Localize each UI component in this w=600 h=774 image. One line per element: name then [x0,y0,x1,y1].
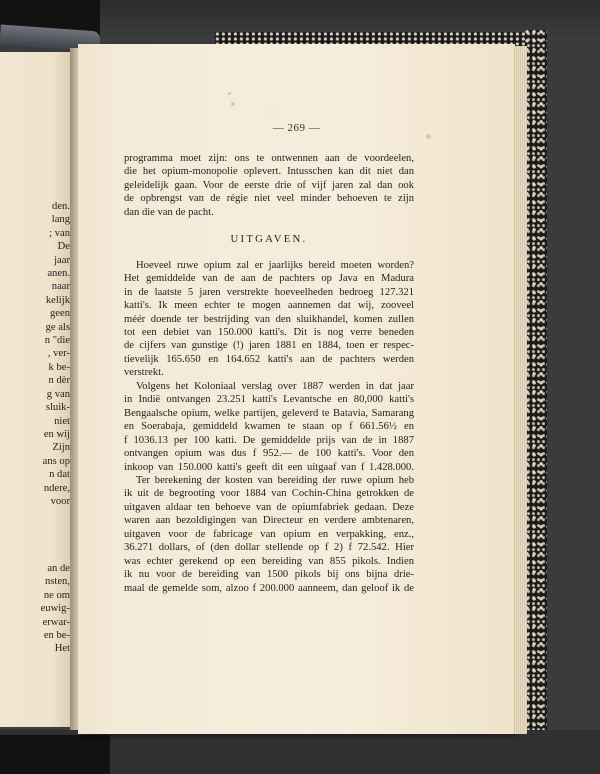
left-page-fragment [0,535,70,548]
left-page-fragment: kelijk [45,294,70,306]
paragraph-intro [124,152,414,219]
text-line: Ter berekening der kosten van bereiding der ruwe opium heb [136,474,414,486]
left-page-fragment: lang [51,214,70,226]
text-line: ontvangen opium was dus f 952.— de 100 katti's. Voor den [124,448,414,460]
left-page-fragment [0,522,70,535]
text-line: maal de gemelde som, alzoo f 200.000 aanneem, dan geloof ik de [124,582,414,594]
paragraph-3 [124,474,414,595]
paragraph-1 [124,259,414,380]
page-body [124,152,414,595]
left-page [0,52,74,727]
text-line: tot een debiet van 150.000 katti's. Dit is nog verre beneden [124,326,414,338]
left-page-fragment: De [57,241,70,253]
left-page-fragment: ge als [45,321,70,333]
left-page-fragment: den. [52,201,70,212]
page-block-edge [513,46,527,734]
text-line: geleidelijk gaan. Voor de eerste drie of vijf jaren zal dan ook [124,179,414,191]
text-line: Volgens het Koloniaal verslag over 1887 werden in dat jaar [136,380,414,392]
book-cover-marbled-edge [525,30,547,735]
text-line: uitgaven aldaar ten behoeve van de opiumfabriek gedaan. Deze [124,501,414,513]
foxing-spot [271,111,273,113]
text-line: uitgaven voor de fabricage van opium en verpakking, enz., [124,528,414,540]
page-number: — 269 — [272,122,321,134]
text-line: verstrekt. [124,367,164,379]
left-page-fragment: , ver- [47,348,70,360]
text-line: ik nu voor de bereiding van 1500 pikols bij ons bijna drie- [124,569,414,581]
text-line: tievelijk 165.650 en 164.652 katti's aan de pachters werden [124,353,414,365]
foxing-spot [426,134,431,139]
left-page-fragment [0,508,70,521]
text-line: waren aan bezoldigingen van Directeur en verdere ambtenaren, [124,515,414,527]
left-page-fragment: g van [46,388,70,400]
left-page-fragment: erwar- [42,616,70,628]
text-line: f 1036.13 per 100 katti. De gemiddelde prijs van de in 1887 [124,434,414,446]
left-page-fragment: an de [47,562,70,574]
text-line: méér doende ter bestrijding van den sluikhandel, komen zullen [124,313,414,325]
left-page-fragment: en be- [43,630,70,641]
foxing-spot [228,92,231,95]
left-page-fragment: k be- [48,361,70,373]
left-page-fragment: Zijn [52,442,70,454]
left-page-fragment: anen. [47,268,70,280]
left-page-fragment: n dat [49,469,70,481]
text-line: en Soerabaja, gemiddeld kwamen te staan op f 661.56½ en [124,421,414,433]
text-line: Bengaalsche opium, welke partijen, geleverd te Batavia, Samarang [124,407,414,419]
backdrop-bottom-corner [0,735,110,774]
text-line: inkoop van 150.000 katti's geeft dit een uitgaaf van f 1.428.000. [124,461,414,473]
text-line: Hoeveel ruwe opium zal er jaarlijks bereid moeten worden? [136,259,414,271]
left-page-fragment: nsten, [44,576,70,588]
paragraph-2 [124,380,414,474]
left-page-fragment: Het [54,643,70,655]
left-page-fragment: ndere, [43,482,70,494]
left-page-fragment: ans op [42,455,70,467]
text-line: de opbrengst van de régie niet veel minder behoeven te zijn [124,193,414,205]
text-line: ik uit de begrooting voor 1884 van Cochin-China getrokken de [124,488,414,500]
left-page-text-fragments [0,200,70,656]
text-line: katti's. Ik meen echter te mogen aannemen dat wij, zooveel [124,300,414,312]
left-page-fragment: ne om [43,589,70,601]
text-line: programma moet zijn: ons te ontwennen aan de voordeelen, [124,153,414,164]
section-heading: UITGAVEN. [230,233,308,246]
text-line: in Indië ontvangen 23.251 katti's Levantsche en 80,000 katti's [124,394,414,406]
foxing-spot [231,102,235,106]
left-page-fragment: n dèr [48,375,70,387]
text-line: dan die van de pacht. [124,206,214,218]
left-page-fragment: naar [51,281,70,293]
left-page-fragment: en wij [43,428,70,440]
text-line: die het opium-monopolie oplevert. Intusschen kan dit niet dan [124,166,414,178]
left-page-fragment: n "die [44,335,70,347]
text-line: in de laatste 5 jaren verstrekte hoeveelheden bedroeg 127.321 [124,286,414,298]
left-page-fragment [0,549,70,562]
left-page-fragment: euwig- [40,603,70,615]
left-page-fragment: ; van [49,227,70,239]
text-line: was echter gerekend op een bereiding van 855 pikols. Indien [124,555,414,567]
left-page-fragment: sluik- [45,402,70,414]
text-line: 36.271 dollars, of (den dollar stellende op f 2) f 72.542. Hier [124,542,414,554]
left-page-fragment: voor [50,495,70,507]
left-page-fragment: geen [50,308,70,320]
text-line: de cijfers van gunstige (!) jaren 1881 en 1884, toen er respec- [124,340,414,352]
text-line: Het gemiddelde van de aan de pachters op Java en Madura [124,273,414,285]
left-page-fragment: jaar [54,254,70,266]
left-page-fragment: niet [54,415,70,427]
